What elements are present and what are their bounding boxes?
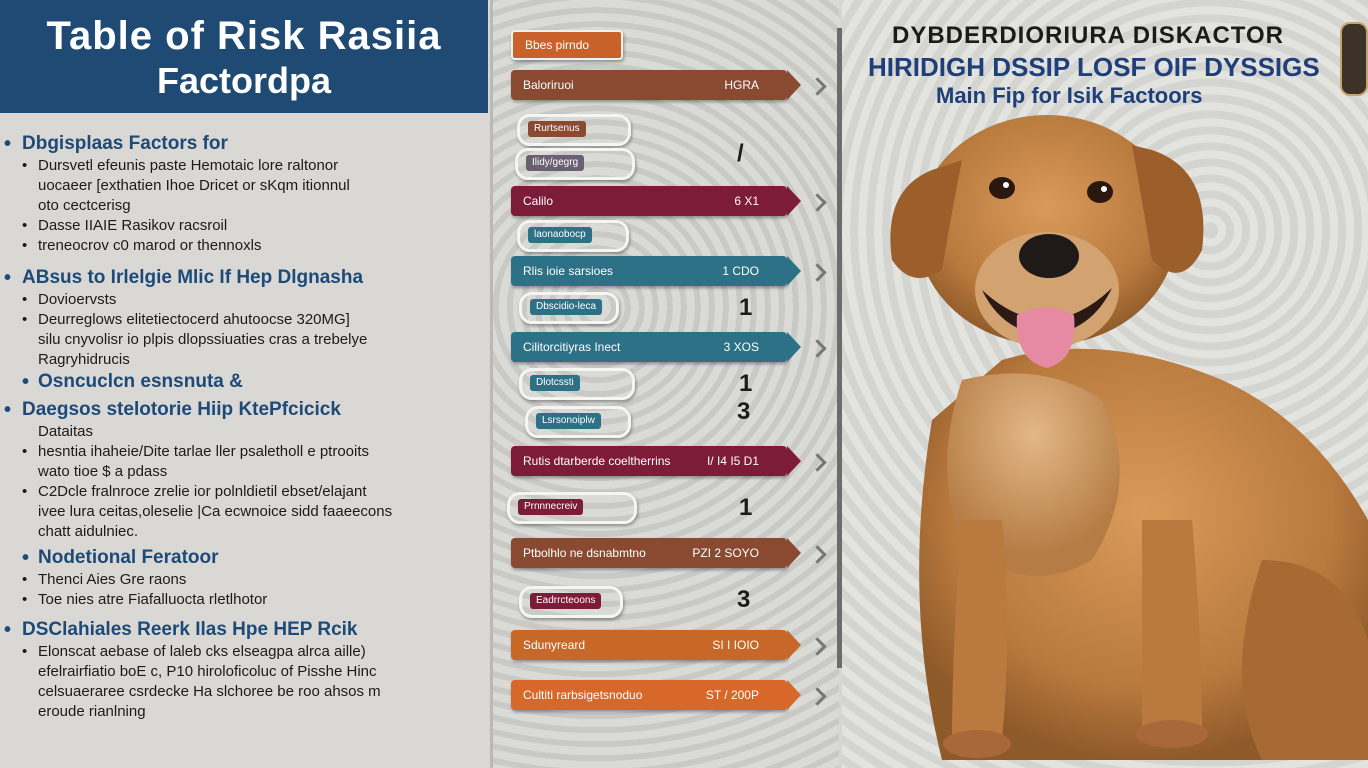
right-caption: Main Fip for Isik Factoors (936, 83, 1203, 108)
section-heading: • Osncuclcn esnsnuta & (0, 370, 488, 394)
risk-pill-label: Dlotcssti (530, 375, 580, 391)
arrow-tip-icon (787, 538, 801, 568)
arrow-tip-icon (787, 70, 801, 100)
risk-count: 1 (739, 294, 753, 321)
page-subtitle: Factordpa (156, 60, 332, 101)
list-item: • Dasse IIAIE Rasikov racsroil (0, 216, 488, 236)
risk-pill-label: Dbscidio-leca (530, 299, 602, 315)
list-item: • Dovioervsts (0, 290, 488, 310)
risk-bar-panel (493, 0, 839, 768)
risk-pill (507, 492, 637, 524)
risk-pill-label: Lsrsonoiplw (536, 413, 601, 429)
section-heading: • Nodetional Feratoor (0, 546, 488, 570)
list-item: • Elonscat aebase of laleb cks elseagpa alrca aille) (0, 642, 488, 662)
section-heading: • Dbgisplaas Factors for (0, 132, 488, 156)
risk-bar-value: PZI 2 SOYO (692, 546, 759, 560)
list-item: efelrairfiatio boE c, P10 hiroloficoluc of Pisshe Hinc (38, 663, 377, 680)
risk-bar-value: SI I IOIO (712, 638, 759, 652)
section-3 (0, 370, 488, 394)
list-item: uocaeer [exthatien Ihoe Dricet or sKqm itionnul (38, 177, 350, 194)
risk-bar (511, 446, 787, 476)
list-item: celsuaeraree csrdecke Ha slchoree be roo ahsos m (38, 683, 381, 700)
risk-factor-text-panel (0, 0, 493, 768)
list-item: wato tioe $ a pdass (38, 463, 168, 480)
chevron-right-icon (808, 193, 826, 211)
list-item: oto cectcerisg (38, 197, 131, 214)
arrow-tip-icon (787, 256, 801, 286)
dog-illustration-panel (842, 0, 1368, 768)
risk-bar-label: Ptbolhlo ne dsnabmtno (523, 546, 646, 560)
risk-count: / (737, 140, 744, 167)
risk-pill (517, 114, 631, 146)
chevron-right-icon (808, 687, 826, 705)
chevron-right-icon (808, 77, 826, 95)
title-banner (0, 0, 488, 113)
list-item: • Thenci Aies Gre raons (0, 570, 488, 590)
risk-bar (511, 256, 787, 286)
arrow-tip-icon (787, 680, 801, 710)
risk-bar-label: Baloriruoi (523, 78, 574, 92)
section-heading: • Daegsos stelotorie Hiip KtePfcicick (0, 398, 488, 422)
chevron-right-icon (808, 339, 826, 357)
header-tag-label: Bbes pirndo (525, 38, 590, 52)
risk-bar-label: Calilo (523, 194, 554, 208)
risk-bar (511, 680, 787, 710)
risk-count: 1 (739, 370, 753, 397)
right-title: DYBDERDIORIURA DISKACTOR (892, 22, 1285, 49)
risk-bar (511, 332, 787, 362)
list-item: • C2Dcle fralnroce zrelie ior polnldietil ebset/elajant (0, 482, 488, 502)
section-5 (0, 546, 488, 610)
risk-pill (519, 292, 619, 324)
list-item: eroude rianlning (38, 703, 146, 720)
arrow-tip-icon (787, 630, 801, 660)
list-item: Dataitas (38, 423, 94, 440)
risk-pill-label: Eadrrcteoons (530, 593, 601, 609)
risk-count: 1 (739, 494, 753, 521)
right-subtitle: HIRIDIGH DSSIP LOSF OIF DYSSIGS (868, 52, 1320, 82)
risk-bar-label: Cultiti rarbsigetsnoduo (523, 688, 643, 702)
risk-bar (511, 186, 787, 216)
risk-bar-label: Rlis ioie sarsioes (523, 264, 614, 278)
risk-bar (511, 70, 787, 100)
risk-pill (517, 220, 629, 252)
header-tag (511, 30, 623, 60)
arrow-tip-icon (787, 332, 801, 362)
risk-bar (511, 538, 787, 568)
section-1 (0, 132, 488, 256)
risk-bar-value: HGRA (724, 78, 759, 92)
risk-bar-label: Cilitorcitiyras Inect (523, 340, 621, 354)
risk-bar-value: 1 CDO (722, 264, 759, 278)
list-item: • Toe nies atre Fiafalluocta rletlhotor (0, 590, 488, 610)
risk-pill (519, 368, 635, 400)
list-item: Ragryhidrucis (38, 351, 130, 368)
list-item: silu cnyvolisr io plpis dlopssiuaties cras a trebelye (38, 331, 368, 348)
risk-bar-label: Sdunyreard (523, 638, 586, 652)
risk-pill (525, 406, 631, 438)
risk-count: 3 (737, 398, 751, 425)
risk-bar-label: Rutis dtarberde coeltherrins (523, 454, 671, 468)
risk-bar-value: 3 XOS (723, 340, 759, 354)
page-title: Table of Risk Rasiia (46, 14, 442, 58)
section-6 (0, 618, 488, 722)
risk-pill-label: laonaobocp (528, 227, 592, 243)
list-item: chatt aidulniec. (38, 523, 139, 540)
section-heading: • ABsus to Irlelgie Mlic If Hep Dlgnasha (0, 266, 488, 290)
risk-pill-label: Ilidy/gegrg (526, 155, 584, 171)
risk-pill-label: Prnnnecreiv (518, 499, 583, 515)
chevron-right-icon (808, 545, 826, 563)
risk-bar (511, 630, 787, 660)
list-item: • Deurreglows elitetiectocerd ahutoocse 320MG] (0, 310, 488, 330)
risk-pill-label: Rurtsenus (528, 121, 586, 137)
risk-pill (515, 148, 635, 180)
section-heading: • DSClahiales Reerk Ilas Hpe HEP Rcik (0, 618, 488, 642)
risk-bar-value: ST / 200P (705, 688, 759, 702)
golden-dog-photo (842, 0, 1368, 768)
list-item: • Dursvetl efeunis paste Hemotaic lore raltonor (0, 156, 488, 176)
chevron-right-icon (808, 263, 826, 281)
risk-count: 3 (737, 586, 751, 613)
chevron-right-icon (808, 637, 826, 655)
chevron-right-icon (808, 453, 826, 471)
list-item: • hesntia ihaheie/Dite tarlae ller psaletholl e ptrooits (0, 442, 488, 462)
section-4 (0, 398, 488, 542)
list-item: • treneocrov c0 marod or thennoxls (0, 236, 488, 256)
risk-bar-value: I/ I4 I5 D1 (706, 454, 759, 468)
risk-pill (519, 586, 623, 618)
section-2 (0, 266, 488, 370)
arrow-tip-icon (787, 186, 801, 216)
list-item: ivee lura ceitas,oleselie |Ca ecwnoice sidd faaeecons (38, 503, 393, 520)
arrow-tip-icon (787, 446, 801, 476)
risk-bar-value: 6 X1 (734, 194, 759, 208)
